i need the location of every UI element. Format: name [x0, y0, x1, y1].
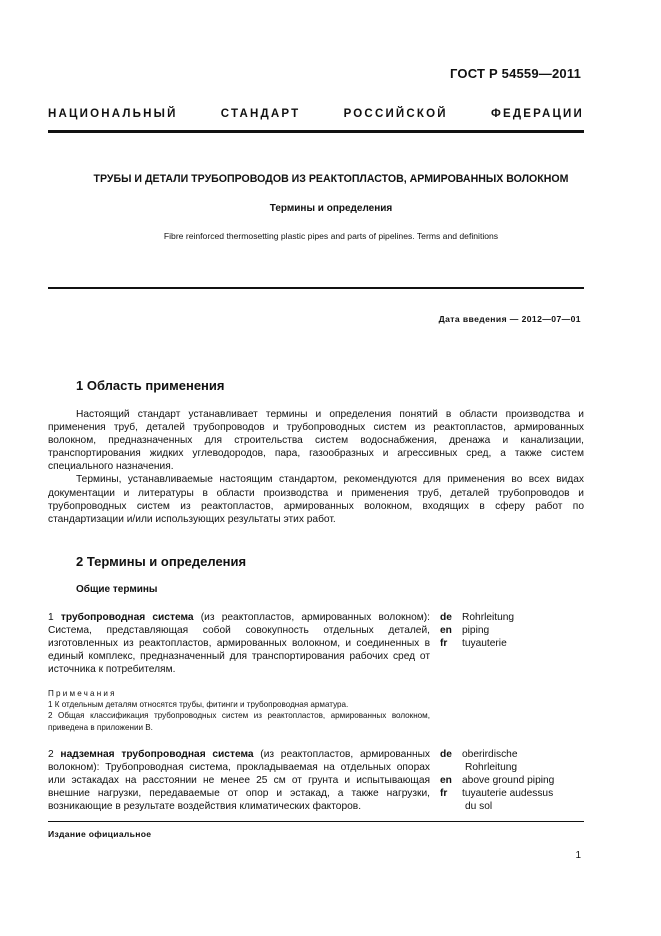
equivalent-term: tuyauterie audessus	[462, 788, 554, 800]
note-item: 2 Общая классификация трубопроводных систем из реактопластов, армированных волокном, приведена в приложении В.	[48, 711, 430, 732]
section-2-heading: 2 Термины и определения	[76, 554, 247, 569]
term-number: 1	[48, 612, 54, 623]
section-1-paragraph: Настоящий стандарт устанавливает термины и определения понятий в области производства и применения труб, деталей трубопроводов и трубопроводных систем из реактопластов, армированных волокном, предназначенных для строительства систем водоснабжения, дренажа и канализации, транспортирования жидких углеводородов, пара, газообразных и агрессивных сред, а также систем специального назначения.	[48, 409, 584, 473]
equivalent-row	[440, 748, 590, 761]
language-code: en	[440, 625, 452, 637]
equivalent-row	[440, 800, 590, 813]
equivalent-row	[440, 761, 590, 774]
footer-divider	[48, 821, 584, 822]
general-terms-subheading: Общие термины	[76, 584, 158, 595]
term-entry-2	[48, 748, 430, 813]
document-subtitle: Термины и определения	[269, 203, 393, 214]
english-title: Fibre reinforced thermosetting plastic pipes and parts of pipelines. Terms and definitions	[163, 231, 499, 241]
notes-block	[48, 688, 430, 733]
equivalent-term: du sol	[465, 801, 493, 813]
equivalent-row	[440, 637, 590, 650]
equivalent-term: Rohrleitung	[462, 612, 515, 623]
term-name: трубопроводная система	[60, 612, 194, 623]
term-number: 2	[48, 749, 54, 760]
title-divider	[48, 287, 584, 289]
term-1-equivalents	[440, 611, 590, 650]
equivalent-row	[440, 611, 590, 624]
equivalent-term: above ground piping	[462, 775, 555, 787]
language-code: en	[440, 775, 452, 787]
note-item: 1 К отдельным деталям относятся трубы, фитинги и трубопроводная арматура.	[48, 700, 349, 710]
term-2-equivalents	[440, 748, 590, 813]
term-definition: (из реактопластов, армированных волокном): Система, представляющая собой совокупность отдельных деталей, изготовленных из реактопластов, армированных волокном, и соединенных в единый комплекс, предназначенный для транспортирования рабочих сред от источника к потребителям.	[48, 612, 430, 676]
standard-banner: НАЦИОНАЛЬНЫЙ СТАНДАРТ РОССИЙСКОЙ ФЕДЕРАЦИИ	[48, 108, 584, 120]
document-title: ТРУБЫ И ДЕТАЛИ ТРУБОПРОВОДОВ ИЗ РЕАКТОПЛАСТОВ, АРМИРОВАННЫХ ВОЛОКНОМ	[93, 173, 569, 185]
introduction-date: Дата введения — 2012—07—01	[438, 314, 581, 324]
equivalent-row	[440, 774, 590, 787]
equivalent-term: oberirdische	[462, 749, 518, 760]
official-edition-label: Издание официальное	[48, 829, 152, 839]
notes-heading: Примечания	[48, 689, 117, 698]
equivalent-row	[440, 624, 590, 637]
section-1-paragraph: Термины, устанавливаемые настоящим стандартом, рекомендуются для применения во всех видах документации и литературы в области производства и применения труб, деталей трубопроводов и трубопроводных систем из реактопластов, армированных волокном, входящих в сферу работ по стандартизации и/или использующих результаты этих работ.	[48, 474, 584, 525]
document-code: ГОСТ Р 54559—2011	[450, 66, 581, 81]
equivalent-term: tuyauterie	[462, 638, 507, 650]
equivalent-term: piping	[462, 625, 490, 637]
header-divider	[48, 130, 584, 133]
page-number: 1	[575, 850, 581, 861]
section-1-body	[48, 408, 584, 526]
section-1-heading: 1 Область применения	[76, 378, 225, 393]
term-entry-1	[48, 611, 430, 676]
language-code: de	[440, 749, 452, 760]
term-definition: (из реактопластов, армированных волокном): Трубопроводная система, прокладываемая на отдельных опорах или эстакадах на расстоянии не менее 25 см от грунта и испытывающая внешние нагрузки, передаваемые от опор и эстакад, а также нагрузки, возникающие в результате воздействия климатических факторов.	[48, 749, 430, 813]
equivalent-row	[440, 787, 590, 800]
language-code: fr	[440, 788, 448, 800]
language-code: fr	[440, 638, 448, 650]
language-code: de	[440, 612, 452, 623]
equivalent-term: Rohrleitung	[465, 762, 518, 774]
term-name: надземная трубопроводная система	[60, 749, 254, 760]
